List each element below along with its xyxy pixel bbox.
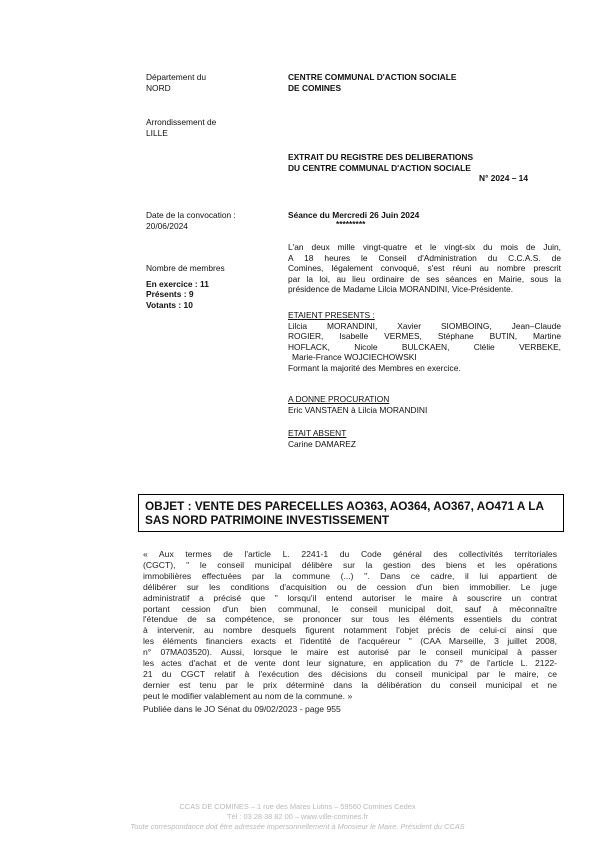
arrondissement-block xyxy=(146,117,266,138)
footer-address: CCAS DE COMINES – 1 rue des Mares Lutins – 59560 Comines Cedex xyxy=(179,802,416,811)
seance-block xyxy=(288,210,528,228)
objet-box xyxy=(138,494,564,532)
seance-date: Séance du Mercredi 26 Juin 2024 xyxy=(288,210,420,220)
footer-note: Toute correspondance doit être adressée impersonnellement à Monsieur le Maire, Président du CCAS xyxy=(130,822,465,831)
quote-line: les éléments financiers exacts et l'identité de l'acquéreur " (CAA Marseille, 3 juillet 2008, xyxy=(143,636,557,647)
footer-contact: Tél : 03 28 38 82 00 – www.ville-comines.fr xyxy=(227,812,368,821)
procuration-text: Eric VANSTAEN à Lilcia MORANDINI xyxy=(288,404,428,415)
quote-line: immobilières effectuées par la commune (...) ". Dans ce cadre, il lui appartient de xyxy=(143,570,557,581)
quote-line: « Aux termes de l'article L. 2241-1 du Code général des collectivités territoriales xyxy=(143,549,557,559)
register-extract xyxy=(288,152,528,184)
intro-line: par la loi, au lieu ordinaire de ses séances en Mairie, sous la xyxy=(288,273,561,284)
members-votants: Votants : 10 xyxy=(146,299,193,310)
legal-quote xyxy=(143,549,557,715)
presents-line: Marie-France WOJCIECHOWSKI xyxy=(292,352,417,362)
presents-section xyxy=(288,310,561,373)
intro-line: Comines, légalement convoqué, s'est réuni au nombre prescrit xyxy=(288,263,561,273)
footer xyxy=(0,802,595,832)
department-value: NORD xyxy=(146,82,171,93)
quote-line: 21 du CGCT relatif à l'exécution des décisions du conseil municipal par le maire, ce xyxy=(143,668,557,679)
quote-line: dernier est tenu par le prix déterminé dans la délibération du conseil municipal et ne xyxy=(143,679,557,690)
members-en-exercice: En exercice : 11 xyxy=(146,278,209,289)
intro-line: A 18 heures le Conseil d'Administration du C.C.A.S. de xyxy=(288,252,561,263)
intro-paragraph xyxy=(288,242,561,295)
deliberation-number: N° 2024 – 14 xyxy=(479,173,528,183)
arrondissement-label: Arrondissement de xyxy=(146,117,217,127)
quote-line: portant cession d'un bien communal, le conseil municipal doit, sauf à méconnaître xyxy=(143,603,557,614)
arrondissement-value: LILLE xyxy=(146,127,168,138)
convocation-block xyxy=(146,210,276,231)
absent-text: Carine DAMAREZ xyxy=(288,438,356,449)
organisation-line-1: CENTRE COMMUNAL D'ACTION SOCIALE xyxy=(288,72,457,82)
quote-line: les actes d'achat et de vente dont leur signature, en application du 7° de l'article L. 2122- xyxy=(143,658,557,669)
extract-line-1: EXTRAIT DU REGISTRE DES DELIBERATIONS xyxy=(288,152,474,162)
convocation-date: 20/06/2024 xyxy=(146,220,188,231)
convocation-label: Date de la convocation : xyxy=(146,210,236,220)
objet-line-1: OBJET : VENTE DES PARECELLES AO363, AO364, AO367, AO471 A LA xyxy=(145,499,545,513)
quote-line: n° 07MA03520). Aussi, lorsque le maire est autorisé par le conseil municipal à passer xyxy=(143,647,557,658)
department-block xyxy=(146,72,266,93)
majority-statement: Formant la majorité des Membres en exercice. xyxy=(288,362,461,373)
seance-stars: ********* xyxy=(336,218,366,229)
objet-line-2: SAS NORD PATRIMOINE INVESTISSEMENT xyxy=(145,513,390,527)
quote-line: administratif a précisé que " lorsqu'il entend autoriser le maire à souscrire un contrat xyxy=(143,592,557,603)
quote-line: l'étendue de sa compétence, se prononcer sur tous les éléments essentiels du contrat xyxy=(143,614,557,625)
members-block xyxy=(146,263,276,310)
intro-line: présidence de Madame Lilcia MORANDINI, Vice-Présidente. xyxy=(288,284,514,294)
organisation-line-2: DE COMINES xyxy=(288,82,342,93)
absent-title: ETAIT ABSENT xyxy=(288,428,347,438)
objet-title xyxy=(145,499,557,527)
absent-section xyxy=(288,428,561,449)
intro-line: L'an deux mille vingt-quatre et le vingt-six du mois de Juin, xyxy=(288,242,561,252)
procuration-title: A DONNE PROCURATION xyxy=(288,394,390,404)
quote-line: (CGCT), " le conseil municipal délibère sur la gestion des biens et les opérations xyxy=(143,559,557,570)
extract-line-2: DU CENTRE COMMUNAL D'ACTION SOCIALE xyxy=(288,162,471,173)
presents-line: HOFLACK, Nicole BULCKAEN, Clélie VERBEKE, xyxy=(288,341,561,352)
members-presents: Présents : 9 xyxy=(146,289,194,299)
quote-source: Publiée dans le JO Sénat du 09/02/2023 - page 955 xyxy=(143,703,341,714)
presents-line: Lilcia MORANDINI, Xavier SIOMBOING, Jean–Claude xyxy=(288,320,561,331)
quote-line: délibérer sur les conditions d'acquisition ou de cession d'un bien immobilier. Le juge xyxy=(143,581,557,592)
quote-line: à intervenir, au nombre desquels figurent notamment l'objet précis de celui-ci ainsi que xyxy=(143,625,557,636)
procuration-section xyxy=(288,394,561,415)
presents-line: ROGIER, Isabelle VERMES, Stéphane BUTIN, Martine xyxy=(288,331,561,341)
organisation-name xyxy=(288,72,528,93)
department-label: Département du xyxy=(146,72,207,82)
quote-line: peut le modifier valablement au nom de la commune. » xyxy=(143,690,353,701)
members-label: Nombre de membres xyxy=(146,263,225,273)
presents-title: ETAIENT PRESENTS : xyxy=(288,310,375,320)
